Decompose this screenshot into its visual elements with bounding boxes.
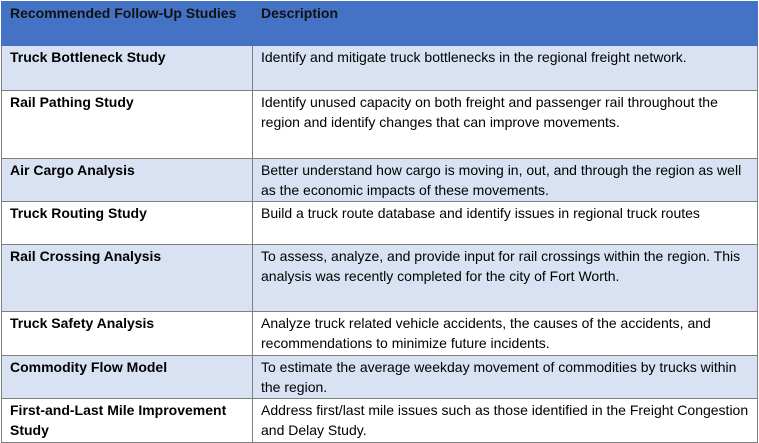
study-name: First-and-Last Mile Improvement Study (2, 399, 253, 443)
study-name: Truck Safety Analysis (2, 312, 253, 356)
study-name: Air Cargo Analysis (2, 159, 253, 202)
header-row (2, 2, 758, 46)
study-name: Rail Crossing Analysis (2, 245, 253, 312)
table-row (2, 91, 758, 159)
study-description: To estimate the average weekday movement of commodities by trucks within the region. (253, 356, 758, 399)
table-row (2, 159, 758, 202)
table-row (2, 356, 758, 399)
table-row (2, 46, 758, 91)
table-row (2, 399, 758, 443)
study-description: Analyze truck related vehicle accidents, the causes of the accidents, and recommendations to minimize future incidents. (253, 312, 758, 356)
study-name: Truck Bottleneck Study (2, 46, 253, 91)
study-description: To assess, analyze, and provide input for rail crossings within the region. This analysis was recently completed for the city of Fort Worth. (253, 245, 758, 312)
study-description: Identify unused capacity on both freight and passenger rail throughout the region and identify changes that can improve movements. (253, 91, 758, 159)
header-study: Recommended Follow-Up Studies (2, 2, 253, 46)
study-description: Identify and mitigate truck bottlenecks in the regional freight network. (253, 46, 758, 91)
study-description: Build a truck route database and identify issues in regional truck routes (253, 202, 758, 245)
follow-up-studies-table (1, 1, 758, 443)
study-description: Address first/last mile issues such as those identified in the Freight Congestion and Delay Study. (253, 399, 758, 443)
table-row (2, 202, 758, 245)
table-row (2, 245, 758, 312)
study-name: Commodity Flow Model (2, 356, 253, 399)
study-name: Rail Pathing Study (2, 91, 253, 159)
study-name: Truck Routing Study (2, 202, 253, 245)
header-description: Description (253, 2, 758, 46)
study-description: Better understand how cargo is moving in, out, and through the region as well as the economic impacts of these movements. (253, 159, 758, 202)
table-row (2, 312, 758, 356)
